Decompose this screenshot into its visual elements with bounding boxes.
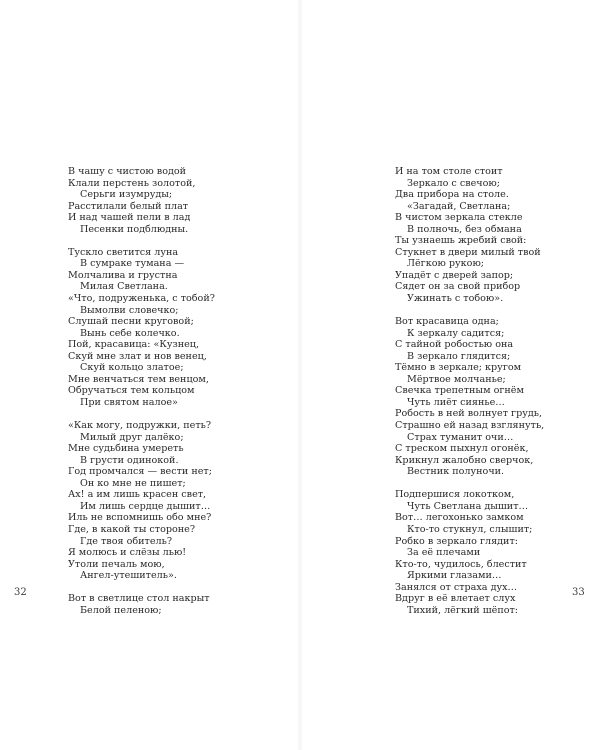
poem-line: Где твоя обитель? — [80, 535, 172, 547]
poem-line: Где, в какой ты стороне? — [68, 523, 196, 535]
poem-line: Иль не вспомнишь обо мне? — [68, 512, 212, 524]
poem-line: Чуть лиёт сиянье… — [407, 396, 505, 408]
poem-line: Мне судьбина умереть — [68, 443, 184, 455]
poem-line: Вот красавица одна; — [395, 316, 499, 328]
poem-line: Сядет он за свой прибор — [395, 281, 521, 293]
poem-line: Страх туманит очи… — [407, 431, 514, 443]
poem-line: Мне венчаться тем венцом, — [68, 373, 209, 385]
poem-line: Ты узнаешь жребий свой: — [395, 235, 527, 247]
poem-line: В сумраке тумана — — [80, 258, 185, 270]
poem-line: Вот в светлице стол накрыт — [68, 593, 210, 605]
poem-line: Страшно ей назад взглянуть, — [395, 420, 545, 432]
poem-line: Скуй мне злат и нов венец, — [68, 350, 207, 362]
poem-line: С треском пыхнул огонёк, — [395, 443, 529, 455]
poem-line: Молчалива и грустна — [68, 269, 178, 281]
poem-line: Он ко мне не пишет; — [80, 477, 186, 489]
poem-line: Крикнул жалобно сверчок, — [395, 454, 534, 466]
poem-line: Клали перстень золотой, — [68, 177, 196, 189]
poem-line: И на том столе стоит — [395, 166, 503, 177]
poem-line: Милая Светлана. — [80, 281, 168, 293]
poem-line: Ужинать с тобою». — [407, 293, 504, 305]
poem-line: Вестник полуночи. — [407, 466, 505, 478]
poem-line: Утоли печаль мою, — [68, 558, 165, 570]
poem-line: Пой, красавица: «Кузнец, — [68, 339, 200, 351]
poem-line: Ангел-утешитель». — [80, 570, 177, 582]
poem-line: В чашу с чистою водой — [68, 166, 187, 177]
poem-line: Тускло светится луна — [68, 246, 179, 258]
poem-line: Свечка трепетным огнём — [395, 385, 524, 397]
poem-line: В полночь, без обмана — [407, 223, 522, 235]
poem-line: Чуть Светлана дышит… — [407, 500, 529, 512]
poem-line: Занялся от страха дух… — [395, 581, 518, 593]
poem-line: За её плечами — [407, 547, 481, 559]
poem-line: Упадёт с дверей запор; — [395, 269, 514, 281]
poem-line: При святом налое» — [80, 396, 178, 408]
poem-line: Вот… легохонько замком — [395, 512, 524, 524]
stanza-gap — [395, 305, 544, 317]
poem-line: Лёгкою рукою; — [407, 258, 485, 270]
poem-line: Расстилали белый плат — [68, 200, 189, 212]
page-number-left: 32 — [14, 587, 27, 598]
poem-line: И над чашей пели в лад — [68, 212, 191, 224]
poem-line: Вымолви словечко; — [80, 304, 179, 316]
right-page-poem — [395, 166, 544, 616]
poem-line: Подпершися локотком, — [395, 489, 515, 501]
poem-line: Кто-то, чудилось, блестит — [395, 558, 527, 570]
poem-line: Яркими глазами… — [407, 570, 502, 582]
poem-line: Стукнет в двери милый твой — [395, 246, 541, 258]
poem-line: Слушай песни круговой; — [68, 316, 194, 328]
poem-line: Обручаться тем кольцом — [68, 385, 195, 397]
poem-line: Тёмно в зеркале; кругом — [395, 362, 522, 374]
poem-line: В зеркало глядится; — [407, 350, 511, 362]
poem-line: Робко в зеркало глядит: — [395, 535, 518, 547]
poem-line: Серьги изумруды; — [80, 189, 173, 201]
poem-line: Мёртвое молчанье; — [407, 373, 506, 385]
poem-line: «Что, подруженька, с тобой? — [68, 293, 215, 305]
poem-line: Зеркало с свечою; — [407, 177, 501, 189]
left-page-poem — [68, 166, 215, 616]
poem-line: Вдруг в её влетает слух — [395, 593, 516, 605]
book-gutter — [297, 0, 303, 750]
poem-line: Милый друг далёко; — [80, 431, 184, 443]
stanza-gap — [68, 582, 215, 594]
poem-line: Скуй кольцо златое; — [80, 362, 184, 374]
poem-line: Песенки подблюдны. — [80, 223, 189, 235]
poem-line: Два прибора на столе. — [395, 189, 509, 201]
poem-line: Год промчался — вести нет; — [68, 466, 212, 478]
poem-line: Белой пеленою; — [80, 604, 162, 616]
poem-line: «Как могу, подружки, петь? — [68, 420, 211, 432]
poem-line: Вынь себе колечко. — [80, 327, 180, 339]
poem-line: Тихий, лёгкий шёпот: — [407, 604, 519, 616]
poem-line: Робость в ней волнует грудь, — [395, 408, 543, 420]
poem-line: Я молюсь и слёзы лью! — [68, 547, 187, 559]
poem-line: В чистом зеркала стекле — [395, 212, 523, 224]
stanza-gap — [68, 408, 215, 420]
stanza-gap — [68, 235, 215, 247]
poem-line: С тайной робостью она — [395, 339, 514, 351]
stanza-gap — [395, 478, 544, 490]
poem-line: Им лишь сердце дышит… — [80, 500, 211, 512]
poem-line: Кто-то стукнул, слышит; — [407, 523, 533, 535]
poem-line: В грусти одинокой. — [80, 454, 179, 466]
poem-line: К зеркалу садится; — [407, 327, 505, 339]
poem-line: «Загадай, Светлана; — [407, 200, 511, 212]
page-number-right: 33 — [572, 587, 585, 598]
poem-line: Ах! а им лишь красен свет, — [68, 489, 207, 501]
